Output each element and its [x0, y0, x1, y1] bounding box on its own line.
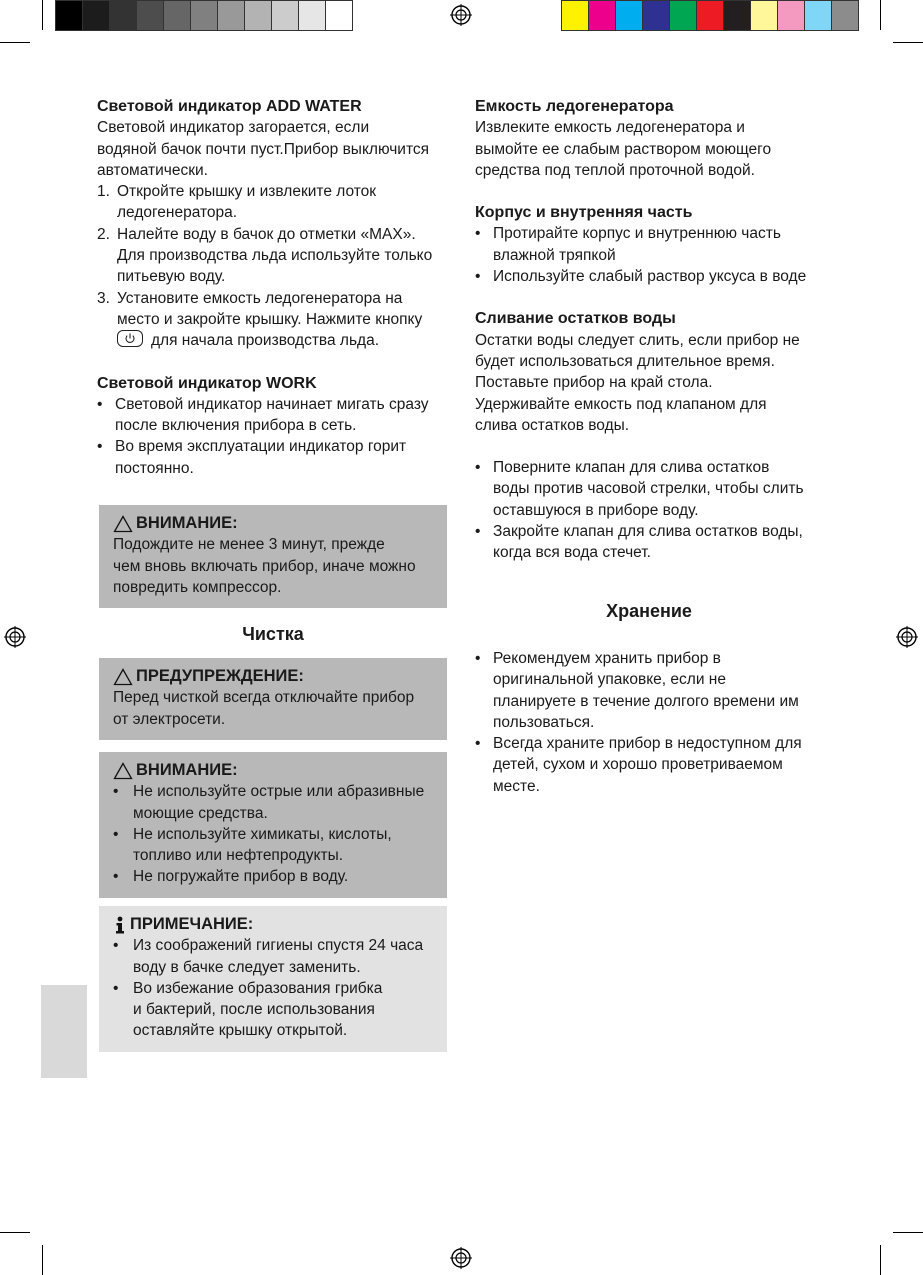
work-bullets — [97, 394, 447, 479]
crop-mark — [893, 1232, 923, 1233]
color-swatch — [325, 0, 353, 31]
text-line: слива остатков воды. — [475, 416, 630, 434]
text-line: моющие средства. — [133, 804, 268, 822]
text-line: планируете в течение долгого времени им — [493, 692, 799, 710]
list-item — [97, 288, 447, 352]
text-line: вымойте ее слабым раствором моющего — [475, 140, 772, 158]
drain-bullets — [475, 457, 835, 563]
list-item: • Закройте клапан для слива остатков воды, когда вся вода стечет. — [475, 523, 803, 562]
text-line: детей, сухом и хорошо проветриваемом — [493, 756, 783, 774]
text-line: чем вновь включать прибор, иначе можно — [113, 557, 416, 575]
text-line: Во избежание образования грибка — [133, 979, 383, 997]
text-line: месте. — [493, 777, 540, 795]
text-line: повредить компрессор. — [113, 578, 282, 596]
list-item: • Во время эксплуатации индикатор горит постоянно. — [97, 438, 407, 477]
info-icon — [113, 916, 127, 934]
text-line: Световой индикатор загорается, если — [97, 119, 370, 137]
text-line: ледогенератора. — [117, 204, 238, 222]
text-line: влажной тряпкой — [493, 246, 616, 264]
note-title — [113, 914, 433, 935]
list-item: • Поверните клапан для слива остатков воды против часовой стрелки, чтобы слить оставшуюся в приборе воду. — [475, 459, 804, 519]
text-line: оставшуюся в приборе воду. — [493, 501, 699, 519]
cleaning-title: Чистка — [242, 624, 304, 644]
color-swatch — [271, 0, 299, 31]
add-water-steps — [97, 181, 447, 351]
text-line: автоматически. — [97, 161, 208, 179]
note-bullets — [113, 935, 433, 1041]
text-line: Откройте крышку и извлеките лоток — [117, 183, 377, 201]
left-column — [97, 96, 447, 479]
page-edge-tab — [41, 985, 87, 1078]
list-item: • Рекомендуем хранить прибор в оригинальной упаковке, если не планируете в течение долгого времени им пользоваться. — [475, 650, 799, 731]
crop-mark — [880, 1245, 881, 1275]
list-item: • Не используйте острые или абразивные моющие средства. — [113, 783, 425, 822]
text-line: и бактерий, после использования — [133, 1001, 375, 1019]
color-swatch — [831, 0, 859, 31]
attention-title-text: ВНИМАНИЕ: — [136, 514, 238, 532]
color-swatch — [777, 0, 805, 31]
warning-triangle-icon — [113, 515, 133, 533]
storage-bullets — [475, 648, 835, 797]
registration-mark-icon — [4, 626, 26, 648]
text-line: Протирайте корпус и внутреннюю часть — [493, 225, 781, 243]
crop-mark — [880, 0, 881, 30]
work-heading: Световой индикатор WORK — [97, 374, 317, 392]
text-line: пользоваться. — [493, 713, 595, 731]
text-line: постоянно. — [115, 459, 194, 477]
text-line: Извлеките емкость ледогенератора и — [475, 119, 745, 137]
text-line: место и закройте крышку. Нажмите кнопку — [117, 310, 423, 328]
color-swatch — [190, 0, 218, 31]
text-line: после включения прибора в сеть. — [115, 417, 357, 435]
color-swatch — [723, 0, 751, 31]
color-swatch — [561, 0, 589, 31]
list-item — [97, 181, 447, 224]
warning-triangle-icon — [113, 668, 133, 686]
attention-title — [113, 513, 433, 534]
list-item: • Не используйте химикаты, кислоты, топливо или нефтепродукты. — [113, 825, 392, 865]
text-line: Не погружайте прибор в воду. — [133, 868, 349, 886]
body-heading: Корпус и внутренняя часть — [475, 204, 693, 222]
color-swatch — [136, 0, 164, 31]
storage-section — [475, 648, 835, 797]
text-line: Поставьте прибор на край стола. — [475, 374, 713, 392]
color-swatch — [82, 0, 110, 31]
step-number: 3. — [97, 289, 110, 307]
attention-box — [99, 752, 447, 898]
list-item: • Протирайте корпус и внутреннюю часть влажной тряпкой — [475, 225, 781, 264]
body-bullets — [475, 223, 835, 287]
text-line: оставляйте крышку открытой. — [133, 1022, 348, 1040]
list-item: • Из соображений гигиены спустя 24 часа воду в бачке следует заменить. — [113, 937, 424, 976]
attention-box — [99, 505, 447, 608]
color-swatch — [298, 0, 326, 31]
text-line: Во время эксплуатации индикатор горит — [115, 438, 407, 456]
list-item: • Используйте слабый раствор уксуса в воде — [475, 268, 807, 286]
color-swatch — [615, 0, 643, 31]
add-water-heading: Световой индикатор ADD WATER — [97, 98, 362, 115]
text-line: Удерживайте емкость под клапаном для — [475, 395, 767, 413]
right-column — [475, 96, 835, 564]
text-line: Из соображений гигиены спустя 24 часа — [133, 937, 424, 955]
process-color-bar — [561, 0, 858, 31]
list-item: • Не погружайте прибор в воду. — [113, 868, 349, 886]
text-line: Всегда храните прибор в недоступном для — [493, 735, 802, 753]
text-line: Рекомендуем хранить прибор в — [493, 650, 721, 667]
text-line: воды против часовой стрелки, чтобы слить — [493, 480, 804, 498]
registration-mark-icon — [450, 4, 472, 26]
attention-bullets — [113, 781, 433, 887]
color-swatch — [163, 0, 191, 31]
text-line: от электросети. — [113, 710, 226, 728]
text-line: Световой индикатор начинает мигать сразу — [115, 395, 429, 413]
crop-mark — [42, 0, 43, 30]
crop-mark — [42, 1245, 43, 1275]
attention-title-text: ВНИМАНИЕ: — [136, 761, 238, 779]
text-line: Используйте слабый раствор уксуса в воде — [493, 268, 807, 286]
color-swatch — [217, 0, 245, 31]
text-line: Закройте клапан для слива остатков воды, — [493, 523, 803, 541]
text-line: топливо или нефтепродукты. — [133, 847, 344, 865]
list-item: • Световой индикатор начинает мигать сразу после включения прибора в сеть. — [97, 395, 429, 435]
color-swatch — [750, 0, 778, 31]
color-swatch — [642, 0, 670, 31]
text-line: водяной бачок почти пуст.Прибор выключится — [97, 140, 430, 158]
crop-mark — [893, 42, 923, 43]
text-line: Не используйте острые или абразивные — [133, 783, 425, 801]
text-line: Перед чисткой всегда отключайте прибор — [113, 689, 415, 707]
text-line: Поверните клапан для слива остатков — [493, 459, 770, 477]
step-number: 2. — [97, 225, 110, 243]
attention-title — [113, 760, 433, 781]
warning-box — [99, 658, 447, 740]
note-box — [99, 906, 447, 1052]
text-line: Подождите не менее 3 минут, прежде — [113, 536, 385, 554]
list-item: • Всегда храните прибор в недоступном для детей, сухом и хорошо проветриваемом месте. — [475, 735, 802, 795]
grayscale-bar — [55, 0, 352, 31]
crop-mark — [0, 42, 30, 43]
text-line: воду в бачке следует заменить. — [133, 958, 361, 976]
text-line: Налейте воду в бачок до отметки «MAX». — [117, 225, 416, 243]
text-line: когда вся вода стечет. — [493, 544, 651, 562]
step-number: 1. — [97, 183, 110, 201]
warning-title-text: ПРЕДУПРЕЖДЕНИЕ: — [136, 667, 304, 685]
list-item: • Во избежание образования грибка и бактерий, после использования оставляйте крышку открытой. — [113, 979, 383, 1040]
text-line: питьевую воду. — [117, 268, 226, 286]
crop-mark — [0, 1232, 30, 1233]
color-swatch — [55, 0, 83, 31]
text-line: оригинальной упаковке, если не — [493, 671, 726, 689]
registration-mark-icon — [450, 1247, 472, 1269]
list-item — [97, 224, 447, 288]
text-line: будет использоваться длительное время. — [475, 352, 775, 370]
color-swatch — [804, 0, 832, 31]
text-line: Остатки воды следует слить, если прибор не — [475, 331, 800, 349]
color-swatch — [588, 0, 616, 31]
color-swatch — [109, 0, 137, 31]
warning-triangle-icon — [113, 762, 133, 780]
warning-title — [113, 666, 433, 687]
text-line: Установите емкость ледогенератора на — [117, 289, 403, 307]
storage-title: Хранение — [606, 601, 692, 621]
text-line: Не используйте химикаты, кислоты, — [133, 825, 392, 843]
text-line: средства под теплой проточной водой. — [475, 161, 755, 179]
text-line: для начала производства льда. — [151, 332, 380, 350]
registration-mark-icon — [896, 626, 918, 648]
color-swatch — [669, 0, 697, 31]
text-line: Для производства льда используйте только — [117, 247, 433, 265]
drain-heading: Сливание остатков воды — [475, 310, 676, 328]
color-swatch — [696, 0, 724, 31]
power-button-icon — [117, 330, 143, 347]
note-title-text: ПРИМЕЧАНИЕ: — [130, 915, 254, 933]
color-swatch — [244, 0, 272, 31]
container-heading: Емкость ледогенератора — [475, 98, 674, 115]
